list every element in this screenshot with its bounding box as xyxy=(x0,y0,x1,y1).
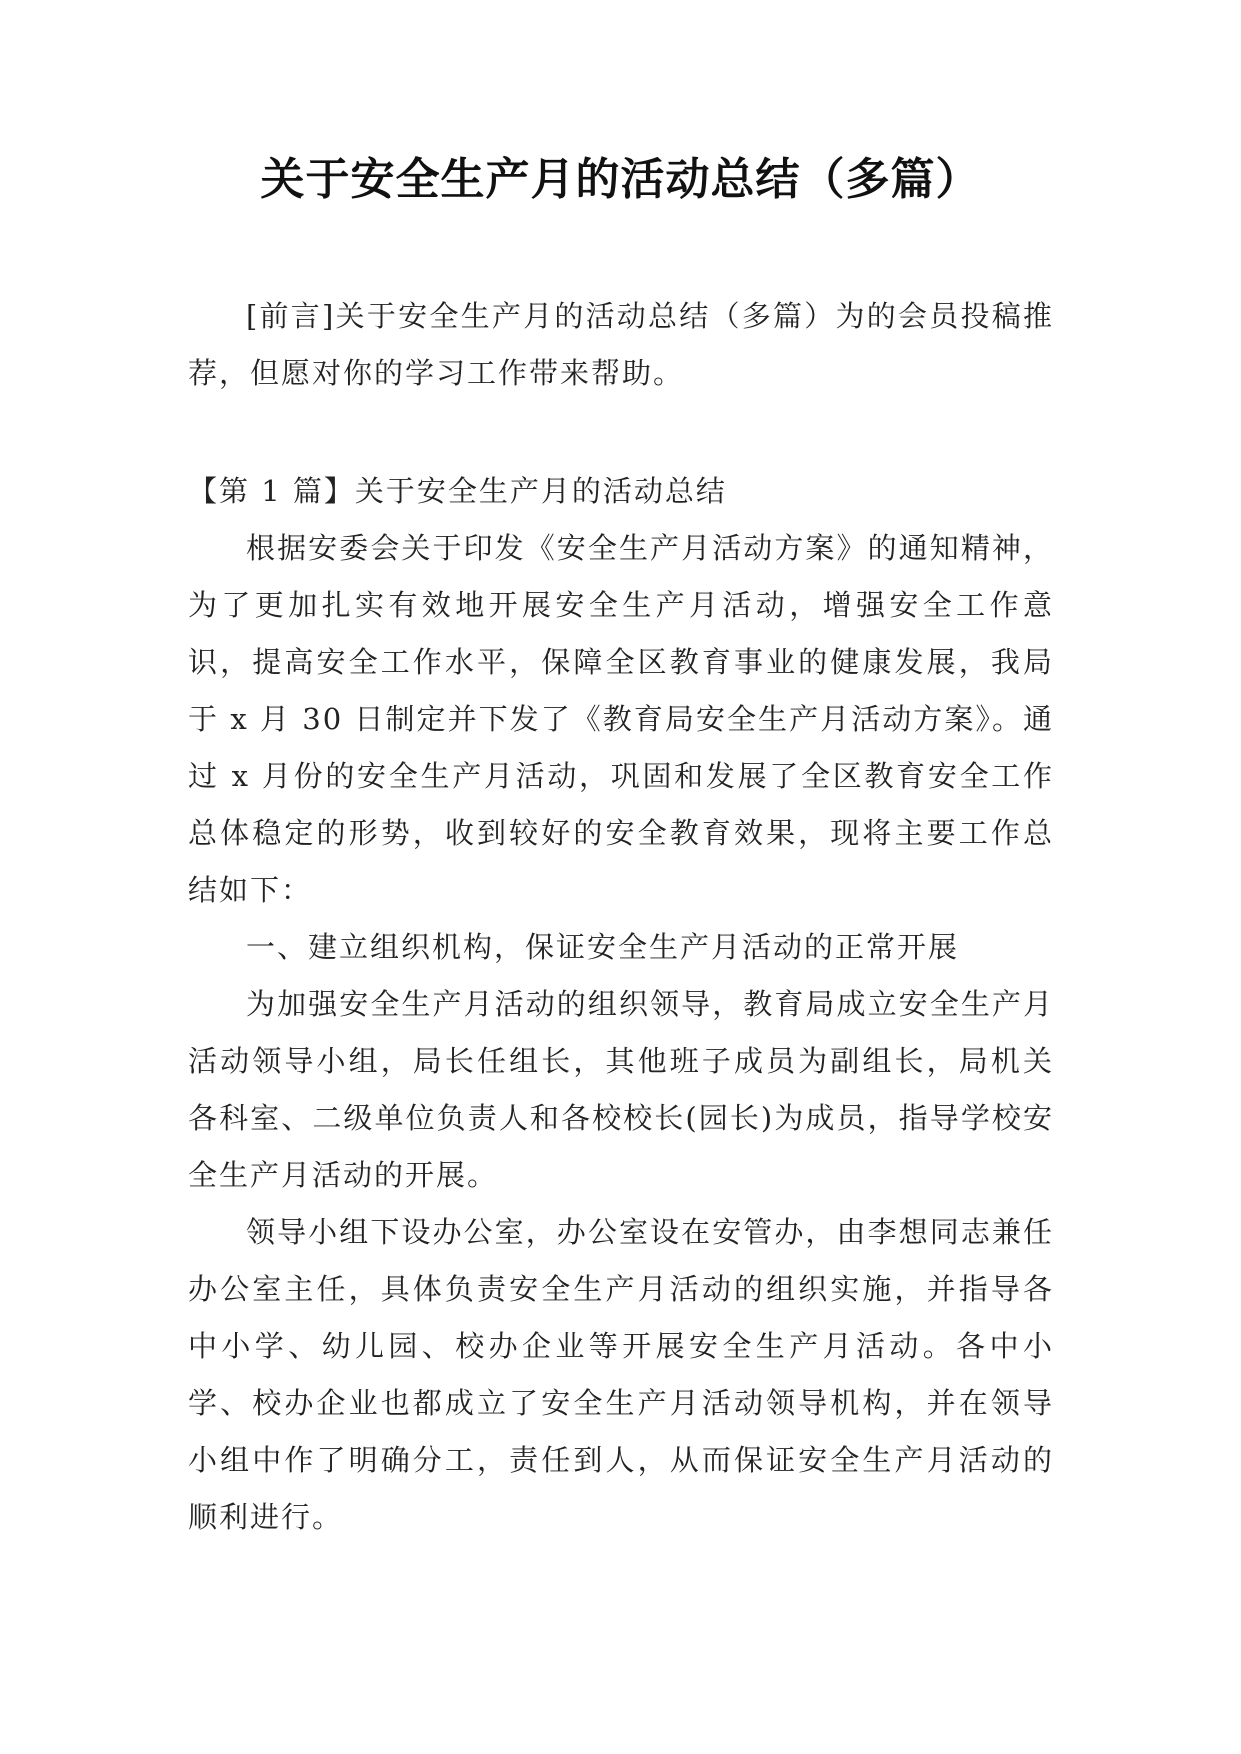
body-paragraph: 为加强安全生产月活动的组织领导，教育局成立安全生产月活动领导小组，局长任组长，其他班子成员为副组长，局机关各科室、二级单位负责人和各校校长(园长)为成员，指导学校安全生产月活动的开展。 xyxy=(188,987,1054,1192)
preface-paragraph: [前言]关于安全生产月的活动总结（多篇）为的会员投稿推荐，但愿对你的学习工作带来帮助。 xyxy=(188,299,1054,390)
preface-block xyxy=(188,288,1054,402)
body-paragraph: 领导小组下设办公室，办公室设在安管办，由李想同志兼任办公室主任，具体负责安全生产月活动的组织实施，并指导各中小学、幼儿园、校办企业等开展安全生产月活动。各中小学、校办企业也都成立了安全生产月活动领导机构，并在领导小组中作了明确分工，责任到人，从而保证安全生产月活动的顺利进行。 xyxy=(188,1215,1054,1534)
section-1 xyxy=(188,463,1054,1546)
document-title: 关于安全生产月的活动总结（多篇） xyxy=(260,154,981,205)
subsection-heading: 一、建立组织机构，保证安全生产月活动的正常开展 xyxy=(246,930,960,964)
body-paragraph: 根据安委会关于印发《安全生产月活动方案》的通知精神，为了更加扎实有效地开展安全生产月活动，增强安全工作意识，提高安全工作水平，保障全区教育事业的健康发展，我局于 x 月 30 日制定并下发了《教育局安全生产月活动方案》。通过 x 月份的安全生产月活动，巩固和发展了全区教育安全工作总体稳定的形势，收到较好的安全教育效果，现将主要工作总结如下： xyxy=(188,531,1054,907)
section-1-heading: 【第 1 篇】关于安全生产月的活动总结 xyxy=(188,474,727,508)
